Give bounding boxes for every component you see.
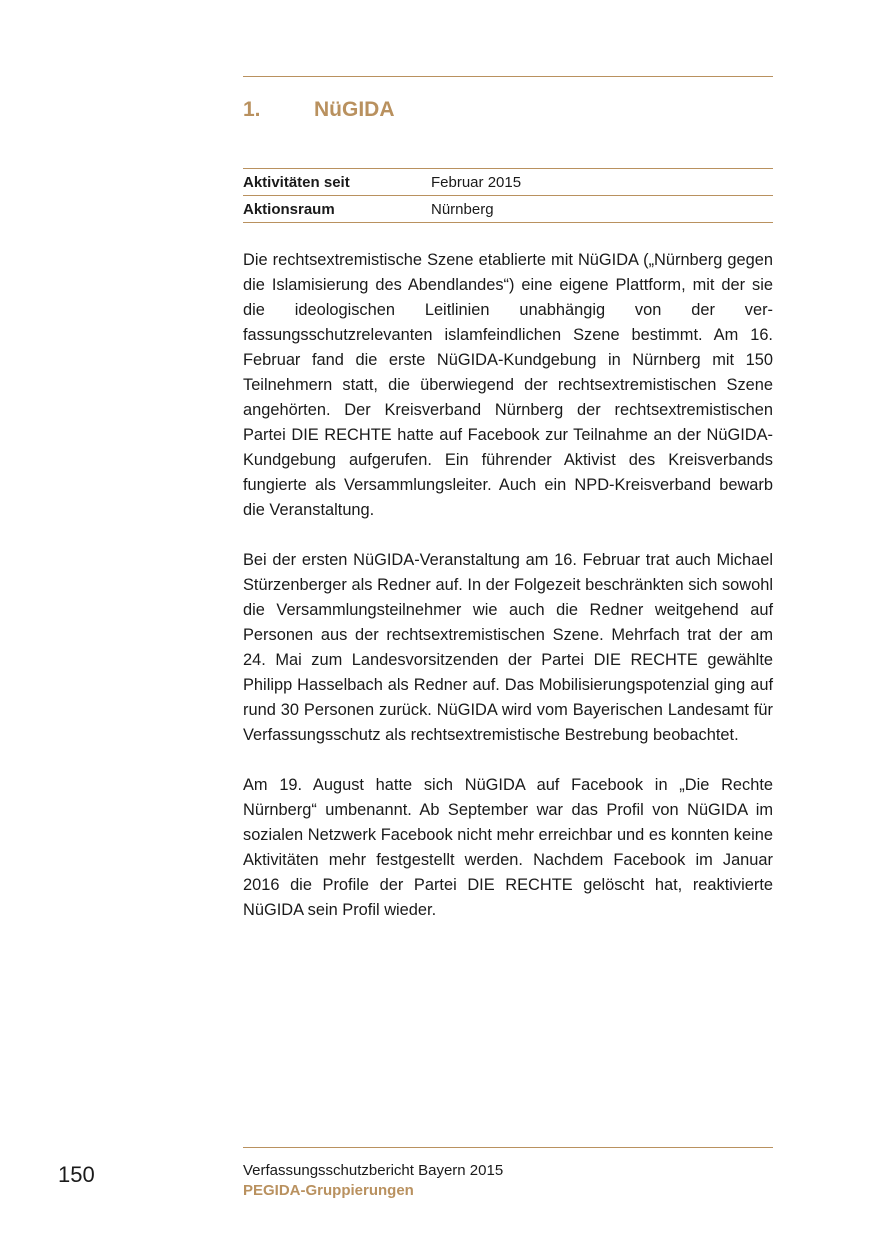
paragraph: Die rechtsextremistische Szene etablierte mit NüGIDA („Nürnberg gegen die Islamisierung des Abendlandes“) eine eigene Plattform, mit der sie die ideologischen Leitlinien unabhängig von der verfassungsschutzrelevanten islamfeindlichen Szene bestimmt. Am 16. Februar fand die erste NüGIDA-Kundgebung in Nürnberg mit 150 Teilnehmern statt, die überwiegend der rechtsextremistischen Szene angehörten. Der Kreisverband Nürnberg der rechtsextremistischen Partei DIE RECHTE hatte auf Facebook zur Teilnahme an der NüGIDA-Kundgebung aufgerufen. Ein führender Aktivist des Kreisverbands fungierte als Versammlungsleiter. Auch ein NPD-Kreisverband bewarb die Veranstaltung.: [243, 251, 773, 519]
section-heading: [243, 96, 773, 124]
meta-value: Nürnberg: [431, 196, 773, 223]
paragraph: Am 19. August hatte sich NüGIDA auf Facebook in „Die Rechte Nürnberg“ umbenannt. Ab September war das Profil von NüGIDA im sozialen Netzwerk Facebook nicht mehr erreichbar und es konnten keine Aktivitäten mehr festgestellt werden. Nachdem Facebook im Januar 2016 die Profile der Partei DIE RECHTE gelöscht hat, reaktivierte NüGIDA sein Profil wieder.: [243, 776, 773, 919]
section-number: 1.: [243, 98, 261, 121]
footer-divider: [243, 1147, 773, 1148]
meta-row-activities: [243, 169, 773, 196]
meta-table: [243, 168, 773, 223]
page-number: 150: [58, 1162, 95, 1187]
meta-value: Februar 2015: [431, 169, 773, 196]
top-divider: [243, 76, 773, 77]
body-text: [243, 248, 773, 948]
meta-row-area: [243, 196, 773, 223]
footer-publication: Verfassungsschutzbericht Bayern 2015: [243, 1162, 504, 1179]
paragraph: Bei der ersten NüGIDA-Veranstaltung am 16. Februar trat auch Michael Stürzenberger als Redner auf. In der Folgezeit beschränkten sich sowohl die Versammlungsteilnehmer wie auch die Redner weitgehend auf Personen aus der rechtsextremistischen Szene. Mehrfach trat der am 24. Mai zum Landesvorsitzenden der Partei DIE RECHTE gewählte Philipp Hasselbach als Redner auf. Das Mobilisierungspotenzial ging auf rund 30 Personen zurück. NüGIDA wird vom Bayerischen Landesamt für Verfassungsschutz als rechtsextremistische Bestrebung beobachtet.: [243, 551, 773, 744]
meta-label: Aktionsraum: [243, 196, 431, 223]
meta-label: Aktivitäten seit: [243, 169, 431, 196]
footer-chapter: PEGIDA-Gruppierungen: [243, 1182, 414, 1199]
section-title: NüGIDA: [314, 98, 395, 121]
